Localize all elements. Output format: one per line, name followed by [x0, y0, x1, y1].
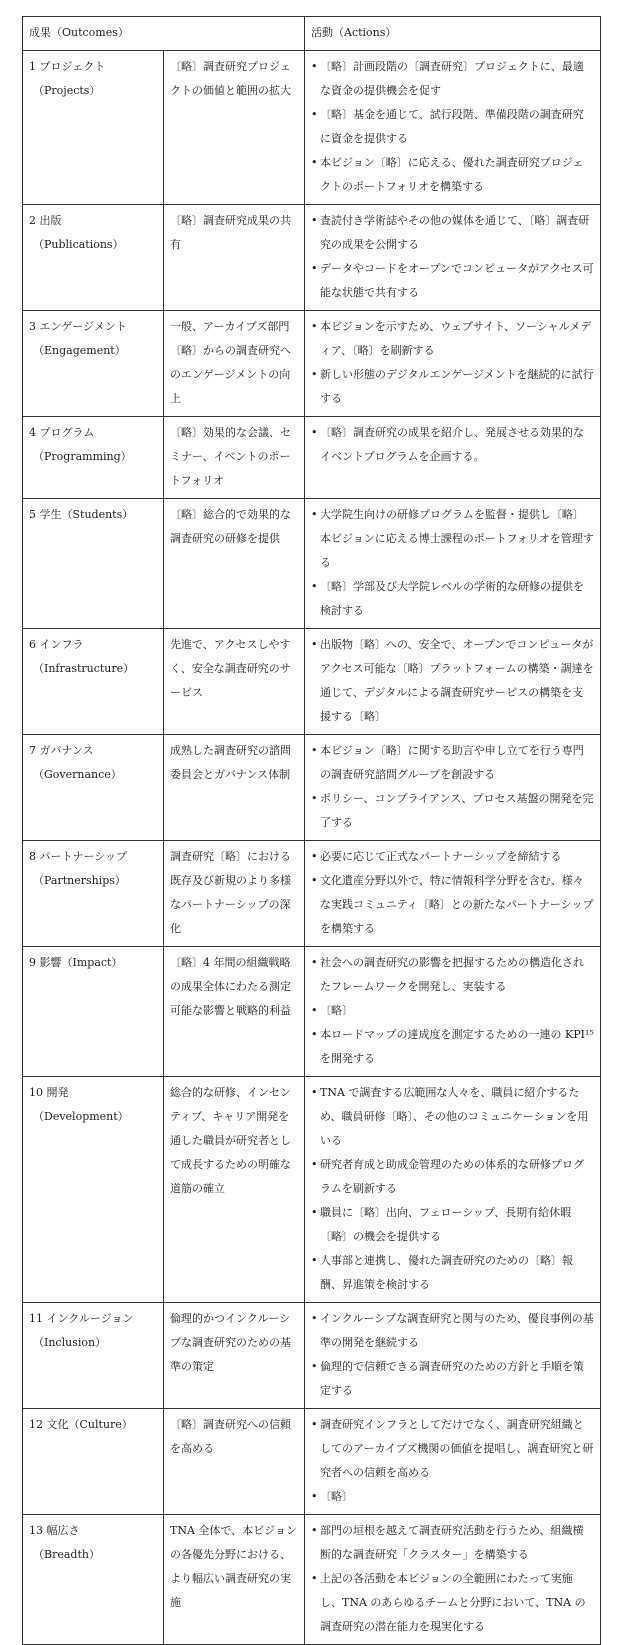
action-item [311, 257, 594, 305]
action-item [311, 869, 594, 941]
action-text: 大学院生向けの研修プログラムを監督・提供し〔略〕本ビジョンに応える博士課程のポートフォリオを管理する [320, 508, 594, 569]
action-text: 部門の垣根を越えて調査研究活動を行うため、組織横断的な調査研究「クラスター」を構築する [320, 1524, 584, 1561]
bullet-icon: • [311, 1254, 318, 1267]
action-item [311, 1567, 594, 1639]
bullet-icon: • [311, 1158, 318, 1171]
table-row [23, 735, 601, 841]
actions-cell [305, 417, 601, 499]
bullet-icon: • [311, 580, 318, 593]
bullet-icon: • [311, 744, 318, 757]
table-row [23, 205, 601, 311]
outcome-number: 5 [29, 508, 36, 521]
action-text: 上記の各活動を本ビジョンの全範囲にわたって実施し、TNA のあらゆるチームと分野において、TNA の調査研究の潜在能力を現実化する [320, 1572, 586, 1633]
table-header-row [23, 17, 601, 51]
actions-cell [305, 1515, 601, 1645]
outcome-cell [23, 51, 164, 205]
actions-cell [305, 735, 601, 841]
action-text: 人事部と連携し、優れた調査研究のための〔略〕報酬、昇進策を検討する [320, 1254, 573, 1291]
action-item [311, 363, 594, 411]
outcome-name: インフラ [39, 638, 84, 651]
action-item [311, 421, 594, 469]
bullet-icon: • [311, 1206, 318, 1219]
objective-cell: 〔略〕調査研究への信頼を高める [164, 1409, 305, 1515]
outcome-name: プロジェクト [39, 60, 106, 73]
outcome-cell [23, 1409, 164, 1515]
action-text: TNA で調査する広範囲な人々を、職員に紹介するため、職員研修〔略〕、その他のコミュニケーションを用いる [320, 1086, 589, 1147]
action-text: 本ビジョンを示すため、ウェブサイト、ソーシャルメディア、〔略〕を刷新する [320, 320, 592, 357]
action-item [311, 1355, 594, 1403]
outcome-number: 13 [29, 1524, 43, 1537]
outcome-name: 文化（Culture） [46, 1418, 133, 1431]
action-item [311, 1153, 594, 1201]
action-item [311, 1023, 594, 1071]
outcome-english-name: （Governance） [33, 768, 122, 781]
bullet-icon: • [311, 1360, 318, 1373]
action-text: 本ロードマップの達成度を測定するための一連の KPI¹⁵ を開発する [320, 1028, 594, 1065]
action-item [311, 1413, 594, 1485]
outcome-name: 開発 [46, 1086, 69, 1099]
bullet-icon: • [311, 60, 318, 73]
outcome-number: 2 [29, 214, 36, 227]
action-text: 〔略〕計画段階の〔調査研究〕プロジェクトに、最適な資金の提供機会を促す [320, 60, 584, 97]
action-text: 調査研究インフラとしてだけでなく、調査研究組織としてのアーカイブズ機関の価値を提唱し、調査研究と研究者への信頼を高める [320, 1418, 594, 1479]
table-row [23, 1515, 601, 1645]
outcome-english-name: （Breadth） [33, 1548, 100, 1561]
actions-cell [305, 51, 601, 205]
outcome-name: エンゲージメント [39, 320, 127, 333]
table-row [23, 841, 601, 947]
action-text: 〔略〕学部及び大学院レベルの学術的な研修の提供を検討する [320, 580, 584, 617]
actions-cell [305, 947, 601, 1077]
table-body [23, 51, 601, 1645]
outcome-number: 3 [29, 320, 36, 333]
action-text: インクルーシブな調査研究と関与のため、優良事例の基準の開発を継続する [320, 1312, 594, 1349]
action-item [311, 1485, 594, 1509]
outcome-name: パートナーシップ [39, 850, 128, 863]
outcome-number: 11 [29, 1312, 43, 1325]
outcome-title [29, 1086, 69, 1099]
action-text: 〔略〕 [320, 1004, 353, 1017]
outcome-cell [23, 205, 164, 311]
bullet-icon: • [311, 1524, 318, 1537]
table-row [23, 417, 601, 499]
action-item [311, 503, 594, 575]
outcome-title [29, 1524, 80, 1537]
outcome-english-name: （Partnerships） [33, 874, 126, 887]
outcome-title [29, 214, 62, 227]
bullet-icon: • [311, 1028, 318, 1041]
bullet-icon: • [311, 850, 318, 863]
outcome-cell [23, 735, 164, 841]
actions-header: 活動（Actions） [305, 17, 601, 51]
objective-cell: 先進で、アクセスしやすく、安全な調査研究のサービス [164, 629, 305, 735]
bullet-icon: • [311, 956, 318, 969]
table-row [23, 629, 601, 735]
outcome-number: 4 [29, 426, 36, 439]
bullet-icon: • [311, 1004, 318, 1017]
outcome-cell [23, 1515, 164, 1645]
action-text: 出版物〔略〕への、安全で、オープンでコンピュータがアクセス可能な〔略〕プラットフォームの構築・調達を通じて、デジタルによる調査研究サービスの構築を支援する〔略〕 [320, 638, 594, 723]
table-row [23, 499, 601, 629]
table-row [23, 1303, 601, 1409]
objective-cell: 〔略〕効果的な会議、セミナー、イベントのポートフォリオ [164, 417, 305, 499]
action-item [311, 55, 594, 103]
outcome-cell [23, 947, 164, 1077]
outcomes-header: 成果（Outcomes） [23, 17, 305, 51]
action-item [311, 787, 594, 835]
action-item [311, 1307, 594, 1355]
outcome-english-name: （Projects） [33, 84, 101, 97]
bullet-icon: • [311, 874, 318, 887]
table-row [23, 1077, 601, 1303]
bullet-icon: • [311, 214, 318, 227]
action-item [311, 999, 594, 1023]
bullet-icon: • [311, 1572, 318, 1585]
objective-cell: 〔略〕総合的で効果的な調査研究の研修を提供 [164, 499, 305, 629]
action-item [311, 575, 594, 623]
action-item [311, 1249, 594, 1297]
outcome-english-name: （Programming） [33, 450, 132, 463]
outcome-title [29, 320, 127, 333]
action-item [311, 209, 594, 257]
outcome-number: 6 [29, 638, 36, 651]
outcome-name: ガバナンス [39, 744, 94, 757]
objective-cell: 総合的な研修、インセンティブ、キャリア開発を通した職員が研究者として成長するための明確な道筋の確立 [164, 1077, 305, 1303]
outcome-number: 9 [29, 956, 36, 969]
outcome-name: 幅広さ [46, 1524, 80, 1537]
bullet-icon: • [311, 638, 318, 651]
outcome-name: インクルージョン [46, 1312, 134, 1325]
table-row [23, 51, 601, 205]
actions-cell [305, 311, 601, 417]
outcome-title [29, 744, 94, 757]
outcome-english-name: （Infrastructure） [33, 662, 135, 675]
action-item [311, 951, 594, 999]
actions-cell [305, 1303, 601, 1409]
outcome-title [29, 508, 133, 521]
bullet-icon: • [311, 320, 318, 333]
bullet-icon: • [311, 368, 318, 381]
outcome-number: 8 [29, 850, 36, 863]
outcome-number: 12 [29, 1418, 43, 1431]
outcome-title [29, 1418, 133, 1431]
outcome-title [29, 956, 122, 969]
action-text: 職員に〔略〕出向、フェローシップ、長期有給休暇〔略〕の機会を提供する [320, 1206, 572, 1243]
bullet-icon: • [311, 1086, 318, 1099]
outcome-title [29, 60, 105, 73]
action-text: 〔略〕 [320, 1490, 353, 1503]
action-text: データやコードをオープンでコンピュータがアクセス可能な状態で共有する [320, 262, 594, 299]
actions-cell [305, 205, 601, 311]
outcome-name: プログラム [39, 426, 95, 439]
action-text: 〔略〕基金を通じて、試行段階、準備段階の調査研究に資金を提供する [320, 108, 584, 145]
action-text: 査読付き学術誌やその他の媒体を通じて、〔略〕調査研究の成果を公開する [320, 214, 590, 251]
bullet-icon: • [311, 792, 318, 805]
action-text: 本ビジョン〔略〕に関する助言や申し立てを行う専門の調査研究諮問グループを創設する [320, 744, 584, 781]
outcome-english-name: （Engagement） [33, 344, 126, 357]
action-item [311, 151, 594, 199]
actions-cell [305, 1077, 601, 1303]
outcome-cell [23, 1303, 164, 1409]
outcome-cell [23, 841, 164, 947]
bullet-icon: • [311, 1312, 318, 1325]
bullet-icon: • [311, 508, 318, 521]
table-row [23, 947, 601, 1077]
objective-cell: TNA 全体で、本ビジョンの各優先分野における、より幅広い調査研究の実施 [164, 1515, 305, 1645]
objective-cell: 〔略〕調査研究プロジェクトの価値と範囲の拡大 [164, 51, 305, 205]
bullet-icon: • [311, 1490, 318, 1503]
outcome-number: 7 [29, 744, 36, 757]
objective-cell: 成熟した調査研究の諮問委員会とガバナンス体制 [164, 735, 305, 841]
action-text: 倫理的で信頼できる調査研究のための方針と手順を策定する [320, 1360, 584, 1397]
bullet-icon: • [311, 426, 318, 439]
outcome-title [29, 638, 84, 651]
outcome-cell [23, 417, 164, 499]
outcome-title [29, 426, 94, 439]
action-text: 研究者育成と助成金管理のための体系的な研修プログラムを刷新する [320, 1158, 584, 1195]
action-text: ポリシー、コンプライアンス、プロセス基盤の開発を完了する [320, 792, 594, 829]
action-item [311, 739, 594, 787]
outcome-title [29, 850, 127, 863]
action-item [311, 633, 594, 729]
action-item [311, 1081, 594, 1153]
outcome-cell [23, 629, 164, 735]
bullet-icon: • [311, 108, 318, 121]
action-text: 文化遺産分野以外で、特に情報科学分野を含む、様々な実践コミュニティ〔略〕との新たなパートナーシップを構築する [320, 874, 594, 935]
actions-cell [305, 1409, 601, 1515]
outcome-english-name: （Development） [33, 1110, 129, 1123]
bullet-icon: • [311, 262, 318, 275]
outcome-title [29, 1312, 134, 1325]
actions-cell [305, 629, 601, 735]
action-item [311, 315, 594, 363]
action-item [311, 103, 594, 151]
roadmap-table [22, 16, 601, 1645]
objective-cell: 〔略〕調査研究成果の共有 [164, 205, 305, 311]
action-text: 新しい形態のデジタルエンゲージメントを継続的に試行する [320, 368, 594, 405]
outcome-english-name: （Publications） [33, 238, 124, 251]
objective-cell: 〔略〕4 年間の組織戦略の成果全体にわたる測定可能な影響と戦略的利益 [164, 947, 305, 1077]
action-item [311, 1201, 594, 1249]
objective-cell: 一般、アーカイブズ部門〔略〕からの調査研究へのエンゲージメントの向上 [164, 311, 305, 417]
outcome-name: 学生（Students） [39, 508, 134, 521]
outcome-cell [23, 1077, 164, 1303]
action-item [311, 845, 594, 869]
action-text: 必要に応じて正式なパートナーシップを締結する [320, 850, 562, 863]
outcome-number: 1 [29, 60, 36, 73]
outcome-name: 影響（Impact） [39, 956, 123, 969]
outcome-number: 10 [29, 1086, 43, 1099]
action-text: 本ビジョン〔略〕に応える、優れた調査研究プロジェクトのポートフォリオを構築する [320, 156, 584, 193]
table-row [23, 1409, 601, 1515]
outcome-english-name: （Inclusion） [33, 1336, 107, 1349]
action-text: 〔略〕調査研究の成果を紹介し、発展させる効果的なイベントプログラムを企画する。 [320, 426, 584, 463]
table-row [23, 311, 601, 417]
actions-cell [305, 499, 601, 629]
outcome-name: 出版 [39, 214, 62, 227]
bullet-icon: • [311, 1418, 318, 1431]
outcome-cell [23, 499, 164, 629]
actions-cell [305, 841, 601, 947]
action-text: 社会への調査研究の影響を把握するための構造化されたフレームワークを開発し、実装する [320, 956, 584, 993]
objective-cell: 倫理的かつインクルーシブな調査研究のための基準の策定 [164, 1303, 305, 1409]
action-item [311, 1519, 594, 1567]
outcome-cell [23, 311, 164, 417]
objective-cell: 調査研究〔略〕における既存及び新規のより多様なパートナーシップの深化 [164, 841, 305, 947]
bullet-icon: • [311, 156, 318, 169]
